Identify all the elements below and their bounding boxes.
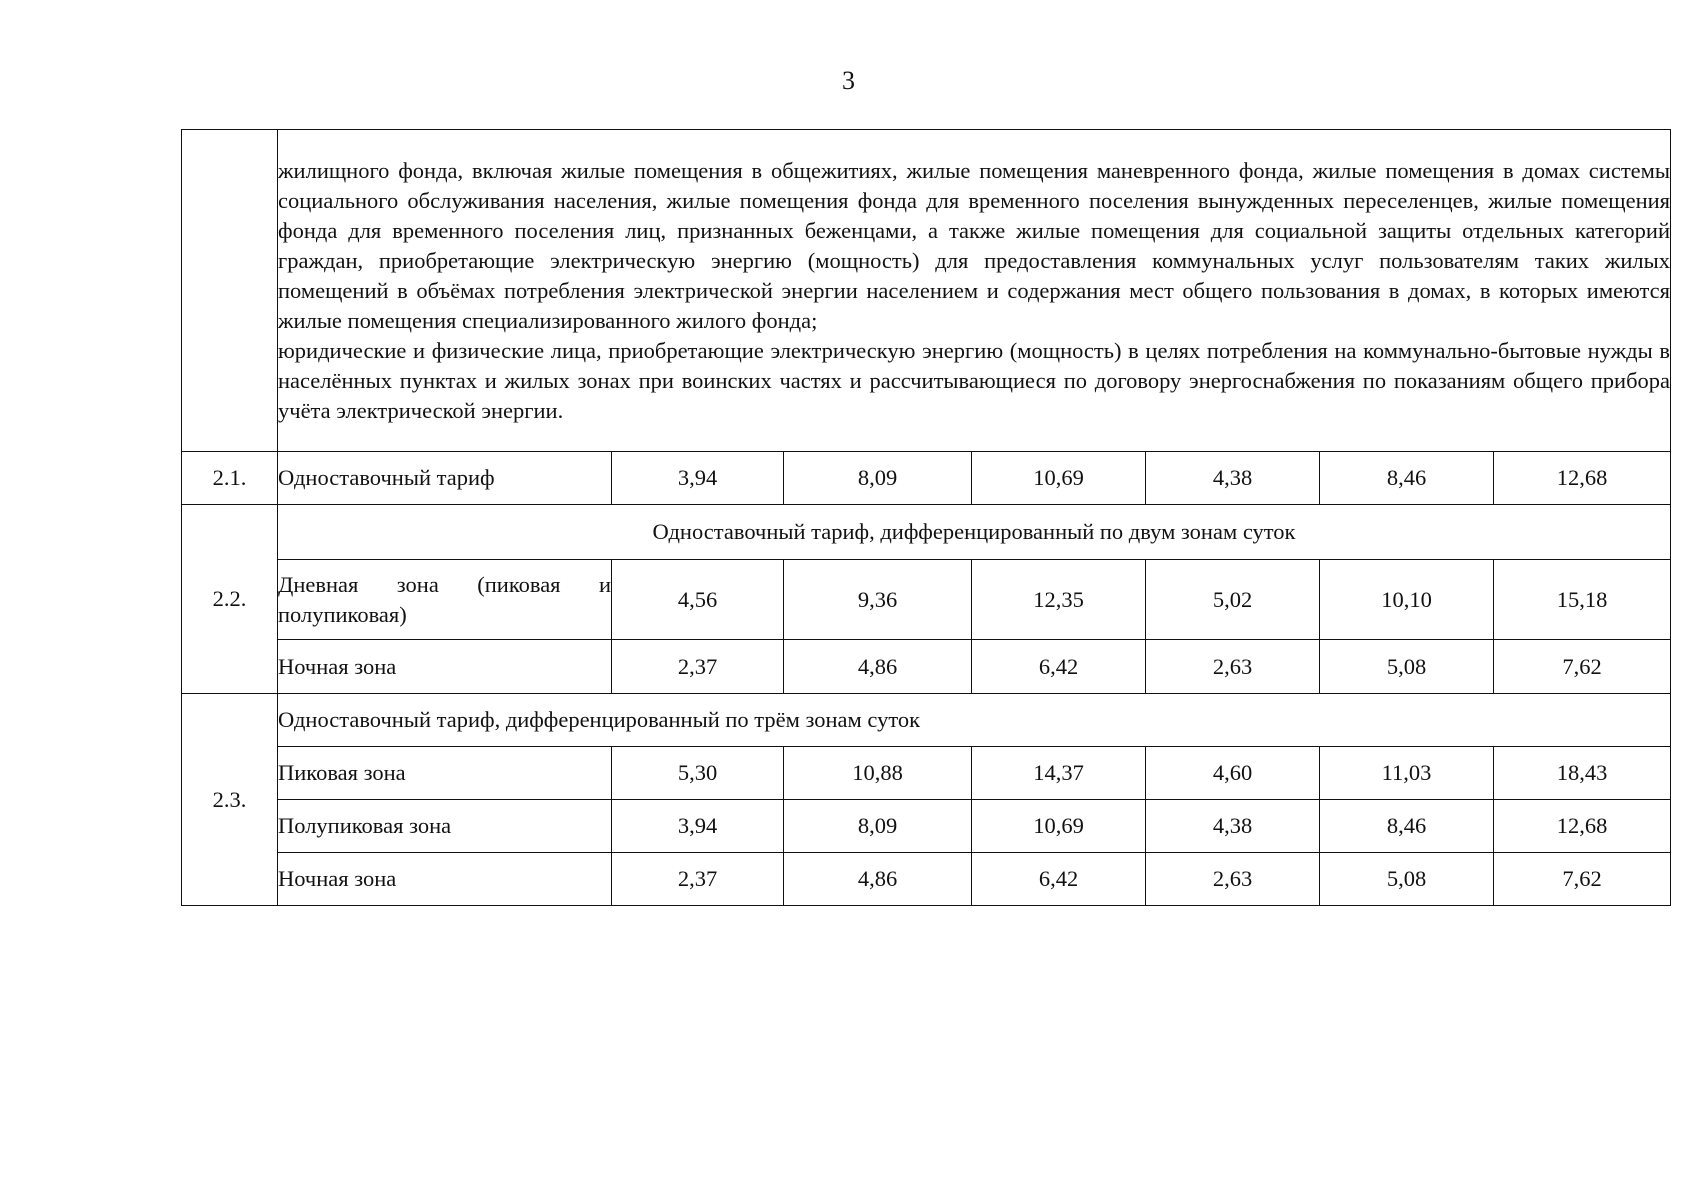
table-row-2-1 — [182, 452, 1671, 505]
row-label: Пиковая зона — [278, 747, 612, 800]
value-cell: 7,62 — [1494, 640, 1671, 694]
value-cell: 5,30 — [612, 747, 784, 800]
table-row-2-3-peak — [182, 747, 1671, 800]
table-row-2-3-heading — [182, 694, 1671, 747]
value-cell: 5,08 — [1320, 640, 1494, 694]
intro-paragraph-2: юридические и физические лица, приобретающие электрическую энергию (мощность) в целях потребления на коммунально-бытовые нужды в населённых пунктах и жилых зонах при воинских частях и рассчитывающиеся по договору энергоснабжения по показаниям общего прибора учёта электрической энергии. — [278, 337, 1671, 423]
value-cell: 12,35 — [972, 560, 1146, 640]
value-cell: 5,02 — [1146, 560, 1320, 640]
value-cell: 8,46 — [1320, 800, 1494, 853]
row-number: 2.1. — [182, 452, 278, 505]
value-cell: 5,08 — [1320, 853, 1494, 906]
section-heading: Одноставочный тариф, дифференцированный по трём зонам суток — [278, 694, 1671, 747]
value-cell: 2,63 — [1146, 853, 1320, 906]
value-cell: 10,10 — [1320, 560, 1494, 640]
value-cell: 8,09 — [784, 452, 972, 505]
value-cell: 3,94 — [612, 800, 784, 853]
value-cell: 4,56 — [612, 560, 784, 640]
value-cell: 7,62 — [1494, 853, 1671, 906]
value-cell: 9,36 — [784, 560, 972, 640]
value-cell: 10,88 — [784, 747, 972, 800]
value-cell: 4,86 — [784, 853, 972, 906]
row-label: Одноставочный тариф — [278, 452, 612, 505]
value-cell: 12,68 — [1494, 452, 1671, 505]
value-cell: 8,46 — [1320, 452, 1494, 505]
value-cell: 15,18 — [1494, 560, 1671, 640]
row-label: Полупиковая зона — [278, 800, 612, 853]
tariff-table — [181, 129, 1671, 906]
table-cell-empty-num — [182, 130, 278, 452]
value-cell: 10,69 — [972, 452, 1146, 505]
value-cell: 12,68 — [1494, 800, 1671, 853]
table-row-2-2-day — [182, 560, 1671, 640]
row-label: Дневная зона (пиковая и полупиковая) — [278, 560, 612, 640]
value-cell: 6,42 — [972, 640, 1146, 694]
table-row-2-2-heading — [182, 505, 1671, 560]
table-row-2-3-night — [182, 853, 1671, 906]
value-cell: 4,38 — [1146, 452, 1320, 505]
table-row-intro — [182, 130, 1671, 452]
value-cell: 3,94 — [612, 452, 784, 505]
value-cell: 4,60 — [1146, 747, 1320, 800]
section-heading: Одноставочный тариф, дифференцированный по двум зонам суток — [278, 505, 1671, 560]
table-row-2-3-semi-peak — [182, 800, 1671, 853]
value-cell: 18,43 — [1494, 747, 1671, 800]
row-number: 2.3. — [182, 694, 278, 906]
value-cell: 10,69 — [972, 800, 1146, 853]
value-cell: 2,37 — [612, 853, 784, 906]
value-cell: 6,42 — [972, 853, 1146, 906]
value-cell: 4,86 — [784, 640, 972, 694]
value-cell: 14,37 — [972, 747, 1146, 800]
intro-cell — [278, 130, 1671, 452]
table-row-2-2-night — [182, 640, 1671, 694]
intro-paragraph-1: жилищного фонда, включая жилые помещения в общежитиях, жилые помещения маневренного фонда, жилые помещения в домах системы социального обслуживания населения, жилые помещения фонда для временного поселения вынужденных переселенцев, жилые помещения фонда для временного поселения лиц, признанных беженцами, а также жилые помещения для социальной защиты отдельных категорий граждан, приобретающие электрическую энергию (мощность) для предоставления коммунальных услуг пользователям таких жилых помещений в объёмах потребления электрической энергии населением и содержания мест общего пользования в домах, в которых имеются жилые помещения специализированного жилого фонда; — [278, 157, 1671, 333]
row-number: 2.2. — [182, 505, 278, 694]
row-label: Ночная зона — [278, 640, 612, 694]
value-cell: 8,09 — [784, 800, 972, 853]
value-cell: 2,37 — [612, 640, 784, 694]
page-number: 3 — [842, 66, 855, 95]
row-label: Ночная зона — [278, 853, 612, 906]
value-cell: 11,03 — [1320, 747, 1494, 800]
value-cell: 4,38 — [1146, 800, 1320, 853]
value-cell: 2,63 — [1146, 640, 1320, 694]
